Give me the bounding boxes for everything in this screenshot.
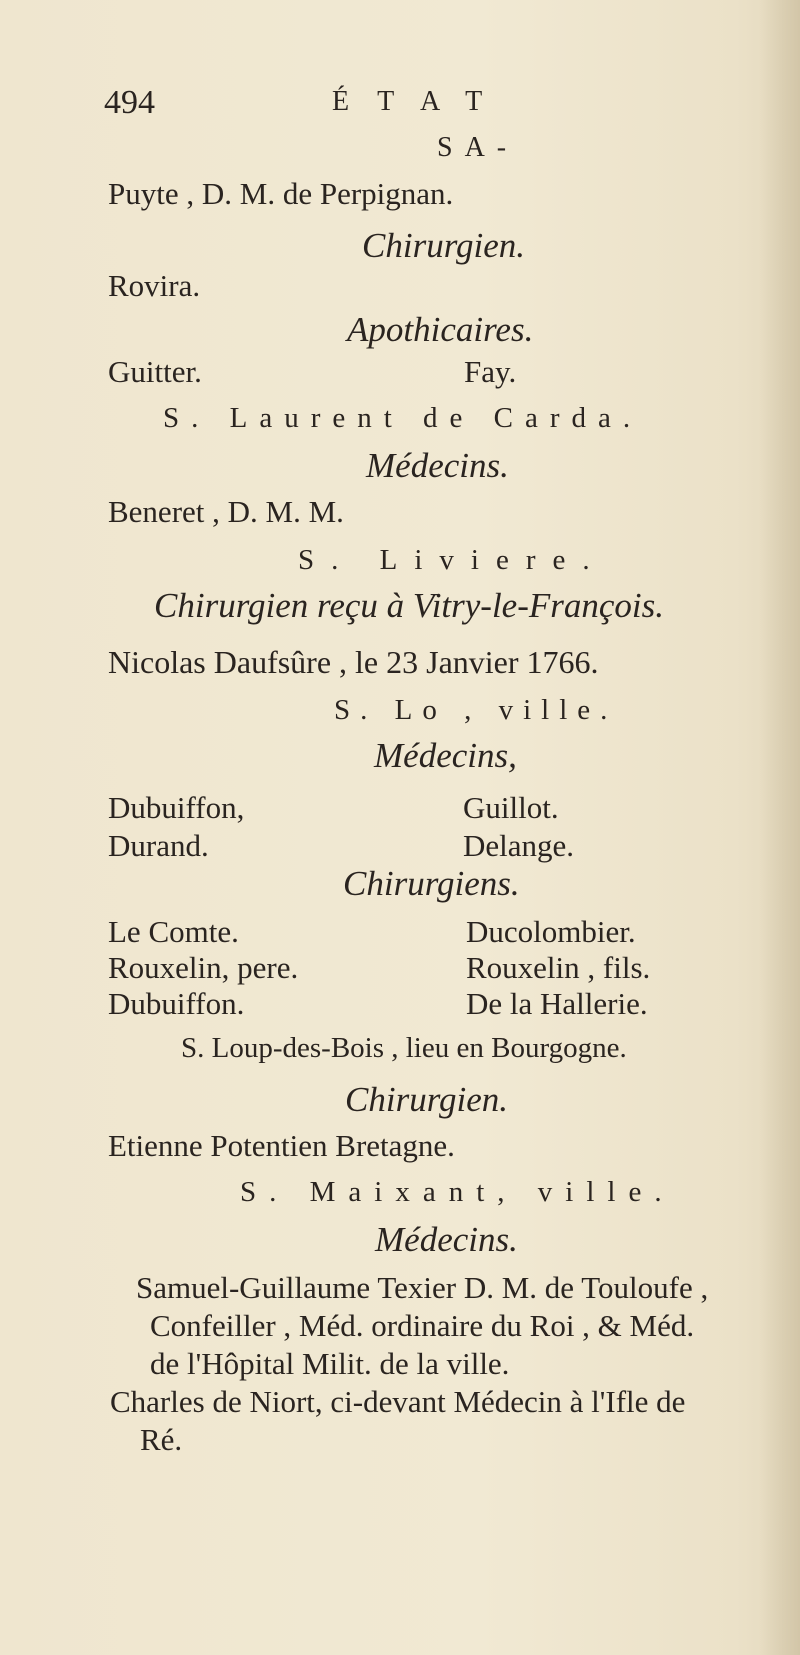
entry-line: De la Hallerie. xyxy=(466,986,648,1021)
running-title: ÉTAT xyxy=(332,86,511,117)
place-heading: S. Liviere. xyxy=(298,544,607,576)
section-letters: SA- xyxy=(437,132,519,163)
category-heading: Chirurgien reçu à Vitry-le-François. xyxy=(154,586,664,625)
entry-line: Confeiller , Méd. ordinaire du Roi , & Méd. xyxy=(150,1308,695,1343)
place-heading: S. Maixant, ville. xyxy=(240,1176,675,1208)
entry-line: Le Comte. xyxy=(108,914,239,949)
category-heading: Médecins. xyxy=(375,1220,518,1259)
category-heading: Médecins, xyxy=(374,736,517,775)
entry-line: Samuel-Guillaume Texier D. M. de Touloufe , xyxy=(136,1270,709,1305)
category-heading: Médecins. xyxy=(366,446,509,485)
category-heading: Chirurgien. xyxy=(345,1080,509,1119)
entry-line: Beneret , D. M. M. xyxy=(108,494,344,529)
place-heading: S. Laurent de Carda. xyxy=(163,402,643,434)
entry-line: Puyte , D. M. de Perpignan. xyxy=(108,176,454,211)
entry-line: Fay. xyxy=(464,354,517,389)
entry-line: Nicolas Daufsûre , le 23 Janvier 1766. xyxy=(108,644,599,680)
entry-line: de l'Hôpital Milit. de la ville. xyxy=(150,1346,510,1381)
entry-line: Etienne Potentien Bretagne. xyxy=(108,1128,455,1163)
place-heading: S. Lo , ville. xyxy=(334,694,618,726)
entry-line: Ré. xyxy=(140,1422,183,1457)
entry-line: Charles de Niort, ci-devant Médecin à l'Ifle de xyxy=(110,1384,686,1419)
entry-line: Dubuiffon, xyxy=(108,790,245,825)
category-heading: Chirurgien. xyxy=(362,226,526,265)
entry-line: Rovira. xyxy=(108,268,201,303)
place-heading: S. Loup-des-Bois , lieu en Bourgogne. xyxy=(181,1032,627,1064)
entry-line: Guitter. xyxy=(108,354,202,389)
page-edge-shadow xyxy=(760,0,800,1655)
entry-line: Ducolombier. xyxy=(466,914,636,949)
entry-line: Rouxelin, pere. xyxy=(108,950,299,985)
category-heading: Chirurgiens. xyxy=(343,864,520,903)
page-number: 494 xyxy=(104,84,155,121)
entry-line: Rouxelin , fils. xyxy=(466,950,651,985)
entry-line: Guillot. xyxy=(463,790,559,825)
entry-line: Durand. xyxy=(108,828,209,863)
entry-line: Delange. xyxy=(463,828,575,863)
entry-line: Dubuiffon. xyxy=(108,986,245,1021)
category-heading: Apothicaires. xyxy=(347,310,534,349)
